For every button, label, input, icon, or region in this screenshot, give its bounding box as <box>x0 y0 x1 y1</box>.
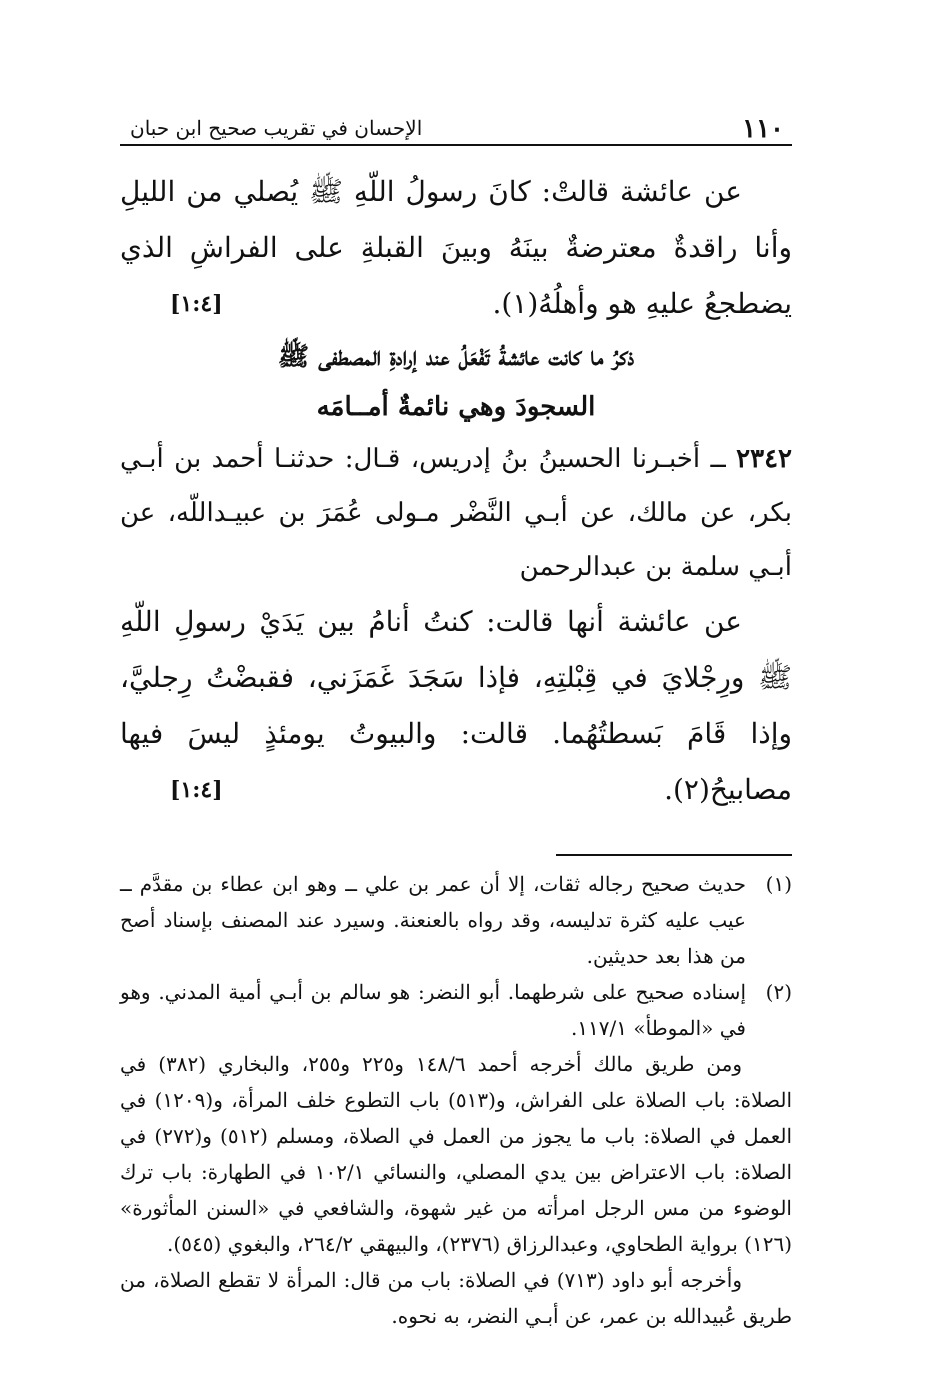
footnote-2-continuation-1: ومن طريق مالك أخرجه أحمد ١٤٨/٦ و٢٢٥ و٢٥٥، والبخاري (٣٨٢) في الصلاة: باب الصلاة على الفراش، و(٥١٣) باب التطوع خلف المرأة، و(١٢٠٩) في العمل في الصلاة: باب ما يجوز من العمل في الصلاة، ومسلم (٥١٢) و(٢٧٢) في الصلاة: باب الاعتراض بين يدي المصلي، والنسائي ١٠٢/١ في الطهارة: باب ترك الوضوء من مس الرجل امرأته من غير شهوة، والشافعي في «السنن المأثورة» (١٢٦) برواية الطحاوي، وعبدالرزاق (٢٣٧٦)، والبيهقي ٢٦٤/٢، والبغوي (٥٤٥). <box>120 1052 793 1256</box>
footnote-2 <box>120 974 792 1046</box>
hadith-number: ٢٣٤٢ <box>736 444 792 474</box>
footnote-2-label: (٢) <box>765 980 792 1004</box>
hadith-1-ref: [١:٤] <box>170 291 223 317</box>
chapter-heading-line-2: السجودَ وهي نائمةٌ أمــامَه <box>316 392 596 422</box>
page-header <box>120 100 792 146</box>
footnote-1 <box>120 866 792 974</box>
hadith-text <box>120 594 792 818</box>
footnote-2-continuation-2: وأخرجه أبو داود (٧١٣) في الصلاة: باب من قال: المرأة لا تقطع الصلاة، من طريق عُبيدالله بن عمر، عن أبـي النضر، به نحوه. <box>120 1268 792 1328</box>
footnote-2-text: إسناده صحيح على شرطهما. أبو النضر: هو سالم بن أبـي أمية المدني. وهو في «الموطأ» ١١٧/١. <box>120 980 746 1040</box>
running-title: الإحسان في تقريب صحيح ابن حبان <box>130 116 423 140</box>
page-number: ١١٠ <box>742 114 784 144</box>
footnote-divider <box>556 854 792 856</box>
hadith-2-isnad: ــ أخبـرنا الحسينُ بنُ إدريس، قـال: حدثنـا أحمد بن أبـي بكر، عن مالك، عن أبـي النَّضْر مـولى عُمَرَ بن عبيـداللّه، عن أبـي سلمة بن عبدالرحمن <box>120 444 792 582</box>
main-text <box>120 164 792 818</box>
hadith-2-text: عن عائشة أنها قالت: كنتُ أنامُ بين يَدَيْ رسولِ اللّهِ ﷺ ورِجْلايَ في قِبْلتِهِ، فإذا سَجَدَ غَمَزَني، فقبضْتُ رِجليَّ، وإذا قَامَ بَسطتُهُما. قالت: والبيوتُ يومئذٍ ليسَ فيها مصابيحُ(٢). <box>120 605 792 806</box>
footnotes <box>120 866 792 1334</box>
hadith-2-ref: [١:٤] <box>170 777 223 803</box>
hadith-isnad <box>120 432 792 594</box>
hadith-1-text: عن عائشة قالتْ: كانَ رسولُ اللّهِ ﷺ يُصلي من الليلِ وأنا راقدةٌ معترضةٌ بينَهُ وبينَ القبلةِ على الفراشِ الذي يضطجعُ عليهِ هو وأهلُهُ(١). <box>120 175 792 320</box>
footnote-1-label: (١) <box>765 872 792 896</box>
hadith-text <box>120 164 792 332</box>
footnote-1-text: حديث صحيح رجاله ثقات، إلا أن عمر بن علي ــ وهو ابن عطاء بن مقدَّم ــ عيب عليه كثرة تدليسه، وقد رواه بالعنعنة. وسيرد عند المصنف بإسناد أصح من هذا بعد حديثين. <box>120 872 746 968</box>
book-page <box>120 100 793 1328</box>
chapter-heading-line-1: ذكرُ ما كانت عائشةُ تَفْعَلُ عند إرادةِ المصطفى ﷺ <box>277 342 635 372</box>
